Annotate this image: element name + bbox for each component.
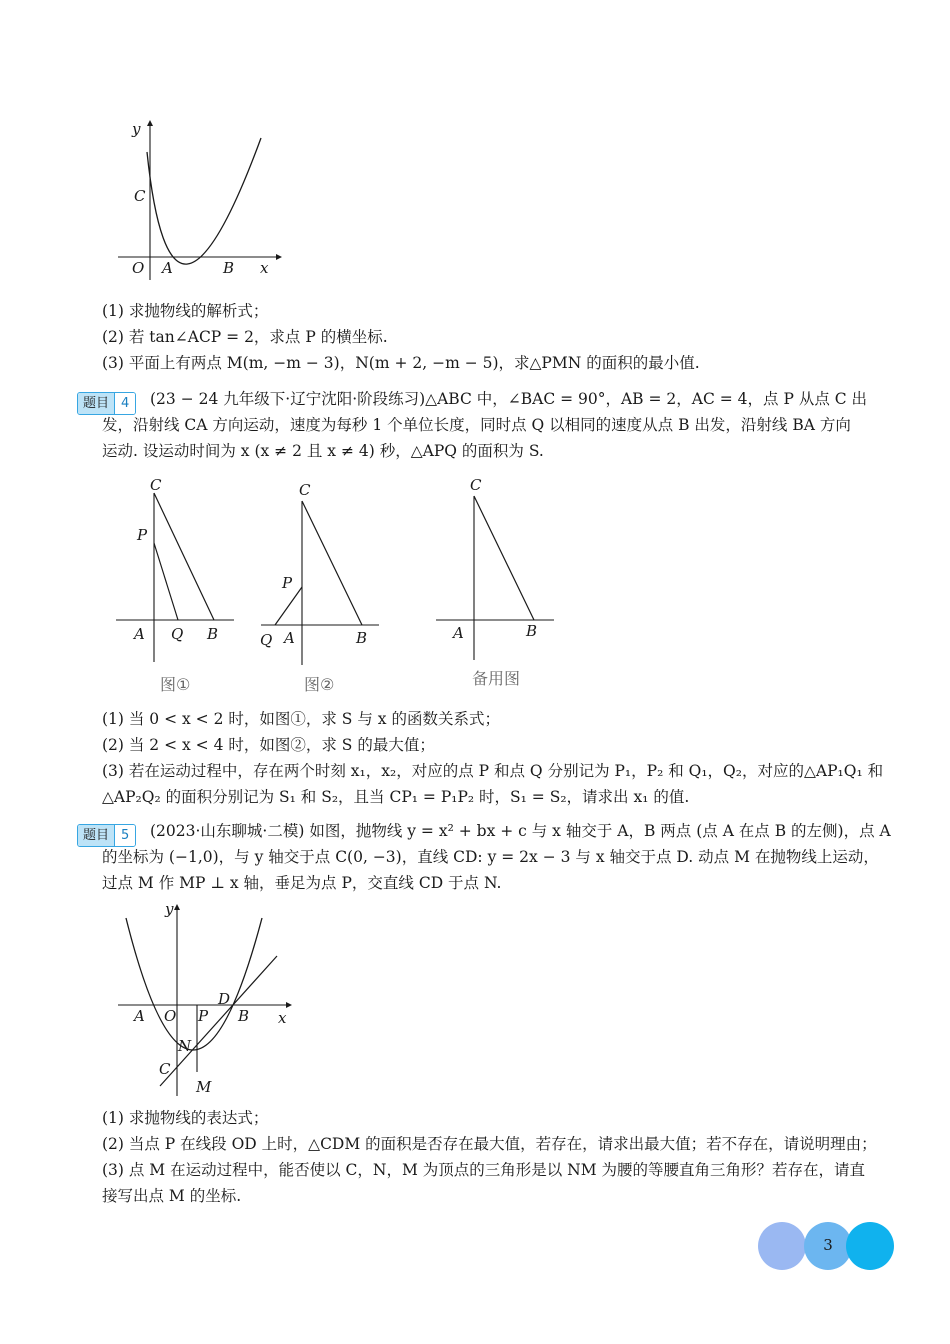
label-x: x xyxy=(278,1009,287,1027)
figure-1-caption: 图① xyxy=(160,675,191,694)
label-c: C xyxy=(134,187,146,205)
problem-4-line-3: 运动. 设运动时间为 x (x ≠ 2 且 x ≠ 4) 秒，△APQ 的面积为 S. xyxy=(102,442,544,460)
figure-spare-caption: 备用图 xyxy=(472,669,521,688)
label-b: B xyxy=(356,629,368,647)
x-axis-arrow xyxy=(276,254,282,260)
y-axis-arrow xyxy=(174,904,180,910)
problem-5-question-1: (1) 求抛物线的表达式； xyxy=(102,1109,269,1127)
label-p: P xyxy=(198,1007,209,1025)
label-a: A xyxy=(162,259,173,277)
label-p: P xyxy=(137,526,148,544)
problem-4-tag xyxy=(77,389,142,415)
problem-4-question-1: (1) 当 0 < x < 2 时，如图①，求 S 与 x 的函数关系式； xyxy=(102,710,500,728)
segment-cb xyxy=(154,493,214,620)
label-p: P xyxy=(282,574,293,592)
label-a: A xyxy=(453,624,464,642)
prev-question-2: (2) 若 tan∠ACP = 2，求点 P 的横坐标. xyxy=(102,328,388,346)
problem-5-question-3a: (3) 点 M 在运动过程中，能否使以 C，N，M 为顶点的三角形是以 NM 为腰的等腰直角三角形？若存在，请直 xyxy=(102,1161,866,1179)
tag-label: 题目 xyxy=(78,393,114,414)
problem-4-question-3b: △AP₂Q₂ 的面积分别记为 S₁ 和 S₂，且当 CP₁ = P₁P₂ 时，S₁ = S₂，请求出 x₁ 的值. xyxy=(102,788,690,806)
label-q: Q xyxy=(171,625,184,643)
figure-2-caption: 图② xyxy=(304,675,335,694)
problem-4-line-1: (23 − 24 九年级下·辽宁沈阳·阶段练习)△ABC 中，∠BAC = 90°，AB = 2，AC = 4，点 P 从点 C 出 xyxy=(150,390,868,408)
parabola-curve xyxy=(126,918,262,1050)
parabola-figure-5 xyxy=(110,900,300,1100)
problem-5-question-2: (2) 当点 P 在线段 OD 上时，△CDM 的面积是否存在最大值，若存在，请求出最大值；若不存在，请说明理由； xyxy=(102,1135,877,1153)
problem-4-line-2: 发，沿射线 CA 方向运动，速度为每秒 1 个单位长度，同时点 Q 以相同的速度从点 B 出发，沿射线 BA 方向 xyxy=(102,416,851,434)
problem-5-question-3b: 接写出点 M 的坐标. xyxy=(102,1187,242,1205)
problem-4-question-3a: (3) 若在运动过程中，存在两个时刻 x₁，x₂，对应的点 P 和点 Q 分别记为 P₁，P₂ 和 Q₁，Q₂，对应的△AP₁Q₁ 和 xyxy=(102,762,884,780)
problem-5-line-3: 过点 M 作 MP ⊥ x 轴，垂足为点 P，交直线 CD 于点 N. xyxy=(102,874,502,892)
segment-cb xyxy=(474,496,534,620)
label-c: C xyxy=(299,481,311,499)
label-c: C xyxy=(159,1060,171,1078)
label-x: x xyxy=(260,259,269,277)
tag-number: 4 xyxy=(114,393,135,414)
y-axis-arrow xyxy=(147,120,153,126)
label-n: N xyxy=(178,1037,192,1055)
prev-question-3: (3) 平面上有两点 M(m, −m − 3)，N(m + 2, −m − 5)，求△PMN 的面积的最小值. xyxy=(102,354,700,372)
problem-5-line-2: 的坐标为 (−1,0)，与 y 轴交于点 C(0, −3)，直线 CD: y = 2x − 3 与 x 轴交于点 D. 动点 M 在抛物线上运动， xyxy=(102,848,879,866)
label-a: A xyxy=(134,625,145,643)
label-c: C xyxy=(470,476,482,494)
label-y: y xyxy=(132,120,141,138)
label-b: B xyxy=(526,622,538,640)
prev-question-1: (1) 求抛物线的解析式； xyxy=(102,302,269,320)
problem-5-line-1: (2023·山东聊城·二模) 如图，抛物线 y = x² + bx + c 与 x 轴交于 A，B 两点 (点 A 在点 B 的左侧)，点 A xyxy=(150,822,891,840)
label-o: O xyxy=(164,1007,177,1025)
label-o: O xyxy=(132,259,145,277)
segment-pq xyxy=(154,543,178,620)
tag-number: 5 xyxy=(114,825,135,846)
label-m: M xyxy=(196,1078,212,1096)
line-cd xyxy=(160,956,277,1086)
label-a: A xyxy=(284,629,295,647)
label-q: Q xyxy=(260,631,273,649)
parabola-curve xyxy=(147,138,261,264)
triangle-figure-2 xyxy=(255,475,385,675)
page-number: 3 xyxy=(823,1236,833,1254)
segment-cb xyxy=(302,501,362,625)
label-d: D xyxy=(218,990,231,1008)
label-b: B xyxy=(238,1007,250,1025)
badge-circle-right xyxy=(846,1222,894,1270)
label-b: B xyxy=(207,625,219,643)
x-axis-arrow xyxy=(286,1002,292,1008)
problem-4-question-2: (2) 当 2 < x < 4 时，如图②，求 S 的最大值； xyxy=(102,736,435,754)
triangle-figure-spare xyxy=(430,470,560,670)
parabola-figure-1 xyxy=(110,112,290,282)
segment-pq xyxy=(275,587,302,625)
label-y: y xyxy=(165,900,174,918)
badge-circle-left xyxy=(758,1222,806,1270)
tag-label: 题目 xyxy=(78,825,114,846)
label-b: B xyxy=(223,259,235,277)
triangle-figure-1 xyxy=(110,475,240,675)
problem-5-tag xyxy=(77,821,142,847)
label-a: A xyxy=(134,1007,145,1025)
label-c: C xyxy=(150,476,162,494)
